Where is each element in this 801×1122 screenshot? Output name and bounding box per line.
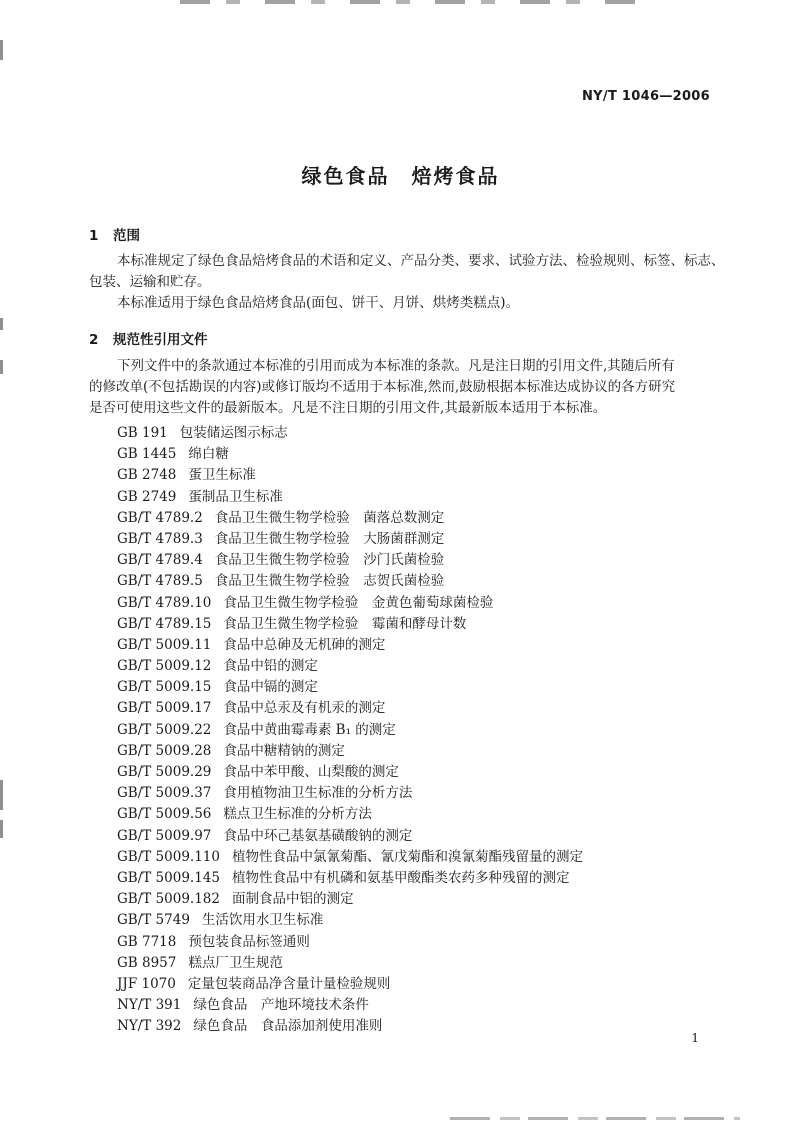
scan-artifact-bottom xyxy=(450,1117,740,1120)
reference-item xyxy=(117,910,583,931)
scope-paragraph xyxy=(89,251,725,314)
reference-item xyxy=(117,656,583,677)
reference-item xyxy=(117,529,583,550)
reference-code: GB/T 5009.29 xyxy=(117,764,212,780)
reference-code: GB/T 5749 xyxy=(117,912,190,929)
reference-item xyxy=(117,593,583,614)
reference-code: GB/T 5009.97 xyxy=(117,827,212,844)
reference-item xyxy=(117,423,583,444)
reference-item xyxy=(117,974,583,995)
paragraph-line: 本标准适用于绿色食品焙烤食品(面包、饼干、月饼、烘烤类糕点)。 xyxy=(117,295,520,311)
reference-code: GB/T 5009.145 xyxy=(117,869,220,886)
reference-item xyxy=(117,508,583,529)
reference-title: 植物性食品中有机磷和氨基甲酸酯类农药多种残留的测定 xyxy=(231,869,570,886)
reference-title: 定量包装商品净含量计量检验规则 xyxy=(187,975,391,992)
reference-item xyxy=(117,826,583,847)
reference-title: 食品中黄曲霉毒素 B₁ 的测定 xyxy=(223,721,396,738)
reference-title: 食品卫生微生物学检验 大肠菌群测定 xyxy=(214,530,445,547)
reference-item xyxy=(117,741,583,762)
paragraph-line: 本标准规定了绿色食品焙烤食品的术语和定义、产品分类、要求、试验方法、检验规则、标签、标志、 xyxy=(117,253,725,269)
scan-artifact-top xyxy=(180,0,650,4)
reference-code: GB 191 xyxy=(117,425,168,441)
reference-title: 食用植物油卫生标准的分析方法 xyxy=(223,785,413,802)
reference-item xyxy=(117,847,583,868)
reference-code: GB/T 4789.3 xyxy=(117,530,203,547)
reference-code: GB/T 5009.37 xyxy=(117,785,212,802)
reference-title: 食品中环己基氨基磺酸钠的测定 xyxy=(223,827,413,844)
reference-title: 植物性食品中氯氰菊酯、氰戊菊酯和溴氰菊酯残留量的测定 xyxy=(231,848,583,865)
reference-title: 食品中总汞及有机汞的测定 xyxy=(223,700,386,717)
reference-title: 食品卫生微生物学检验 霉菌和酵母计数 xyxy=(223,615,467,632)
section-number: 2 xyxy=(89,332,99,348)
reference-title: 绿色食品 产地环境技术条件 xyxy=(193,997,369,1014)
reference-code: GB/T 4789.5 xyxy=(117,573,203,590)
reference-code: GB/T 5009.11 xyxy=(117,636,212,653)
reference-title: 食品中苯甲酸、山梨酸的测定 xyxy=(223,764,399,780)
reference-title: 食品卫生微生物学检验 金黄色葡萄球菌检验 xyxy=(223,594,494,611)
reference-code: GB 8957 xyxy=(117,954,177,971)
reference-item xyxy=(117,868,583,889)
section-title: 范围 xyxy=(113,228,140,244)
reference-item xyxy=(117,720,583,741)
reference-item xyxy=(117,995,583,1016)
reference-item xyxy=(117,783,583,804)
scan-artifact-left xyxy=(0,360,3,374)
reference-code: GB/T 4789.10 xyxy=(117,594,212,611)
reference-title: 蛋卫生标准 xyxy=(188,467,256,484)
reference-code: GB/T 5009.15 xyxy=(117,679,212,696)
reference-code: GB/T 4789.4 xyxy=(117,552,203,569)
reference-title: 绵白糖 xyxy=(188,446,229,463)
reference-title: 食品中铅的测定 xyxy=(223,658,318,675)
reference-item xyxy=(117,444,583,465)
scan-artifact-left xyxy=(0,318,3,330)
reference-title: 食品中糖精钠的测定 xyxy=(223,742,345,759)
reference-item xyxy=(117,762,583,783)
reference-item xyxy=(117,953,583,974)
reference-code: GB/T 5009.28 xyxy=(117,742,212,759)
reference-title: 预包装食品标签通则 xyxy=(188,933,310,950)
reference-item xyxy=(117,1016,583,1037)
reference-item xyxy=(117,465,583,486)
reference-title: 包装储运图示标志 xyxy=(179,425,288,441)
scan-artifact-left xyxy=(0,40,3,60)
reference-item xyxy=(117,487,583,508)
reference-title: 生活饮用水卫生标准 xyxy=(201,912,324,929)
reference-title: 糕点卫生标准的分析方法 xyxy=(223,806,372,823)
reference-item xyxy=(117,635,583,656)
reference-item xyxy=(117,571,583,592)
reference-item xyxy=(117,677,583,698)
section-heading-scope xyxy=(89,224,140,244)
reference-title: 糕点厂卫生规范 xyxy=(188,954,283,971)
reference-code: GB/T 5009.12 xyxy=(117,658,212,675)
reference-code: GB/T 5009.110 xyxy=(117,848,220,865)
reference-title: 食品卫生微生物学检验 菌落总数测定 xyxy=(214,509,445,526)
reference-item xyxy=(117,614,583,635)
reference-code: GB 7718 xyxy=(117,933,177,950)
scan-artifact-left xyxy=(0,820,3,838)
reference-code: NY/T 391 xyxy=(117,997,182,1014)
reference-code: GB/T 5009.22 xyxy=(117,721,212,738)
reference-code: GB/T 4789.2 xyxy=(117,509,203,526)
reference-code: GB 1445 xyxy=(117,446,177,463)
paragraph-line: 包装、运输和贮存。 xyxy=(89,274,211,290)
section-number: 1 xyxy=(89,228,99,244)
paragraph-line: 是否可使用这些文件的最新版本。凡是不注日期的引用文件,其最新版本适用于本标准。 xyxy=(89,400,607,416)
reference-item xyxy=(117,550,583,571)
paragraph-line: 的修改单(不包括勘误的内容)或修订版均不适用于本标准,然而,鼓励根据本标准达成协议的各方研究 xyxy=(89,379,676,395)
reference-code: NY/T 392 xyxy=(117,1018,182,1035)
reference-title: 食品中总砷及无机砷的测定 xyxy=(223,636,386,653)
scan-artifact-left xyxy=(0,780,3,810)
reference-title: 绿色食品 食品添加剂使用准则 xyxy=(193,1018,383,1035)
reference-code: GB/T 4789.15 xyxy=(117,615,212,632)
reference-title: 食品卫生微生物学检验 志贺氏菌检验 xyxy=(214,573,445,590)
reference-title: 食品卫生微生物学检验 沙门氏菌检验 xyxy=(214,552,445,569)
reference-list xyxy=(117,423,583,1037)
reference-title: 蛋制品卫生标准 xyxy=(188,488,283,505)
reference-item xyxy=(117,889,583,910)
reference-item xyxy=(117,932,583,953)
reference-item xyxy=(117,698,583,719)
reference-code: JJF 1070 xyxy=(117,975,176,992)
reference-code: GB/T 5009.17 xyxy=(117,700,212,717)
reference-title: 食品中镉的测定 xyxy=(223,679,318,696)
reference-code: GB/T 5009.56 xyxy=(117,806,212,823)
page-number: 1 xyxy=(691,1031,699,1045)
reference-code: GB/T 5009.182 xyxy=(117,891,220,908)
section-heading-normative-references xyxy=(89,328,208,348)
paragraph-line: 下列文件中的条款通过本标准的引用而成为本标准的条款。凡是注日期的引用文件,其随后所有 xyxy=(117,358,675,374)
references-intro-paragraph xyxy=(89,356,715,419)
reference-code: GB 2748 xyxy=(117,467,177,484)
section-title: 规范性引用文件 xyxy=(113,332,208,348)
reference-item xyxy=(117,804,583,825)
reference-code: GB 2749 xyxy=(117,488,177,505)
document-code: NY/T 1046—2006 xyxy=(582,89,710,104)
reference-title: 面制食品中铝的测定 xyxy=(231,891,354,908)
document-title: 绿色食品 焙烤食品 xyxy=(301,164,500,188)
